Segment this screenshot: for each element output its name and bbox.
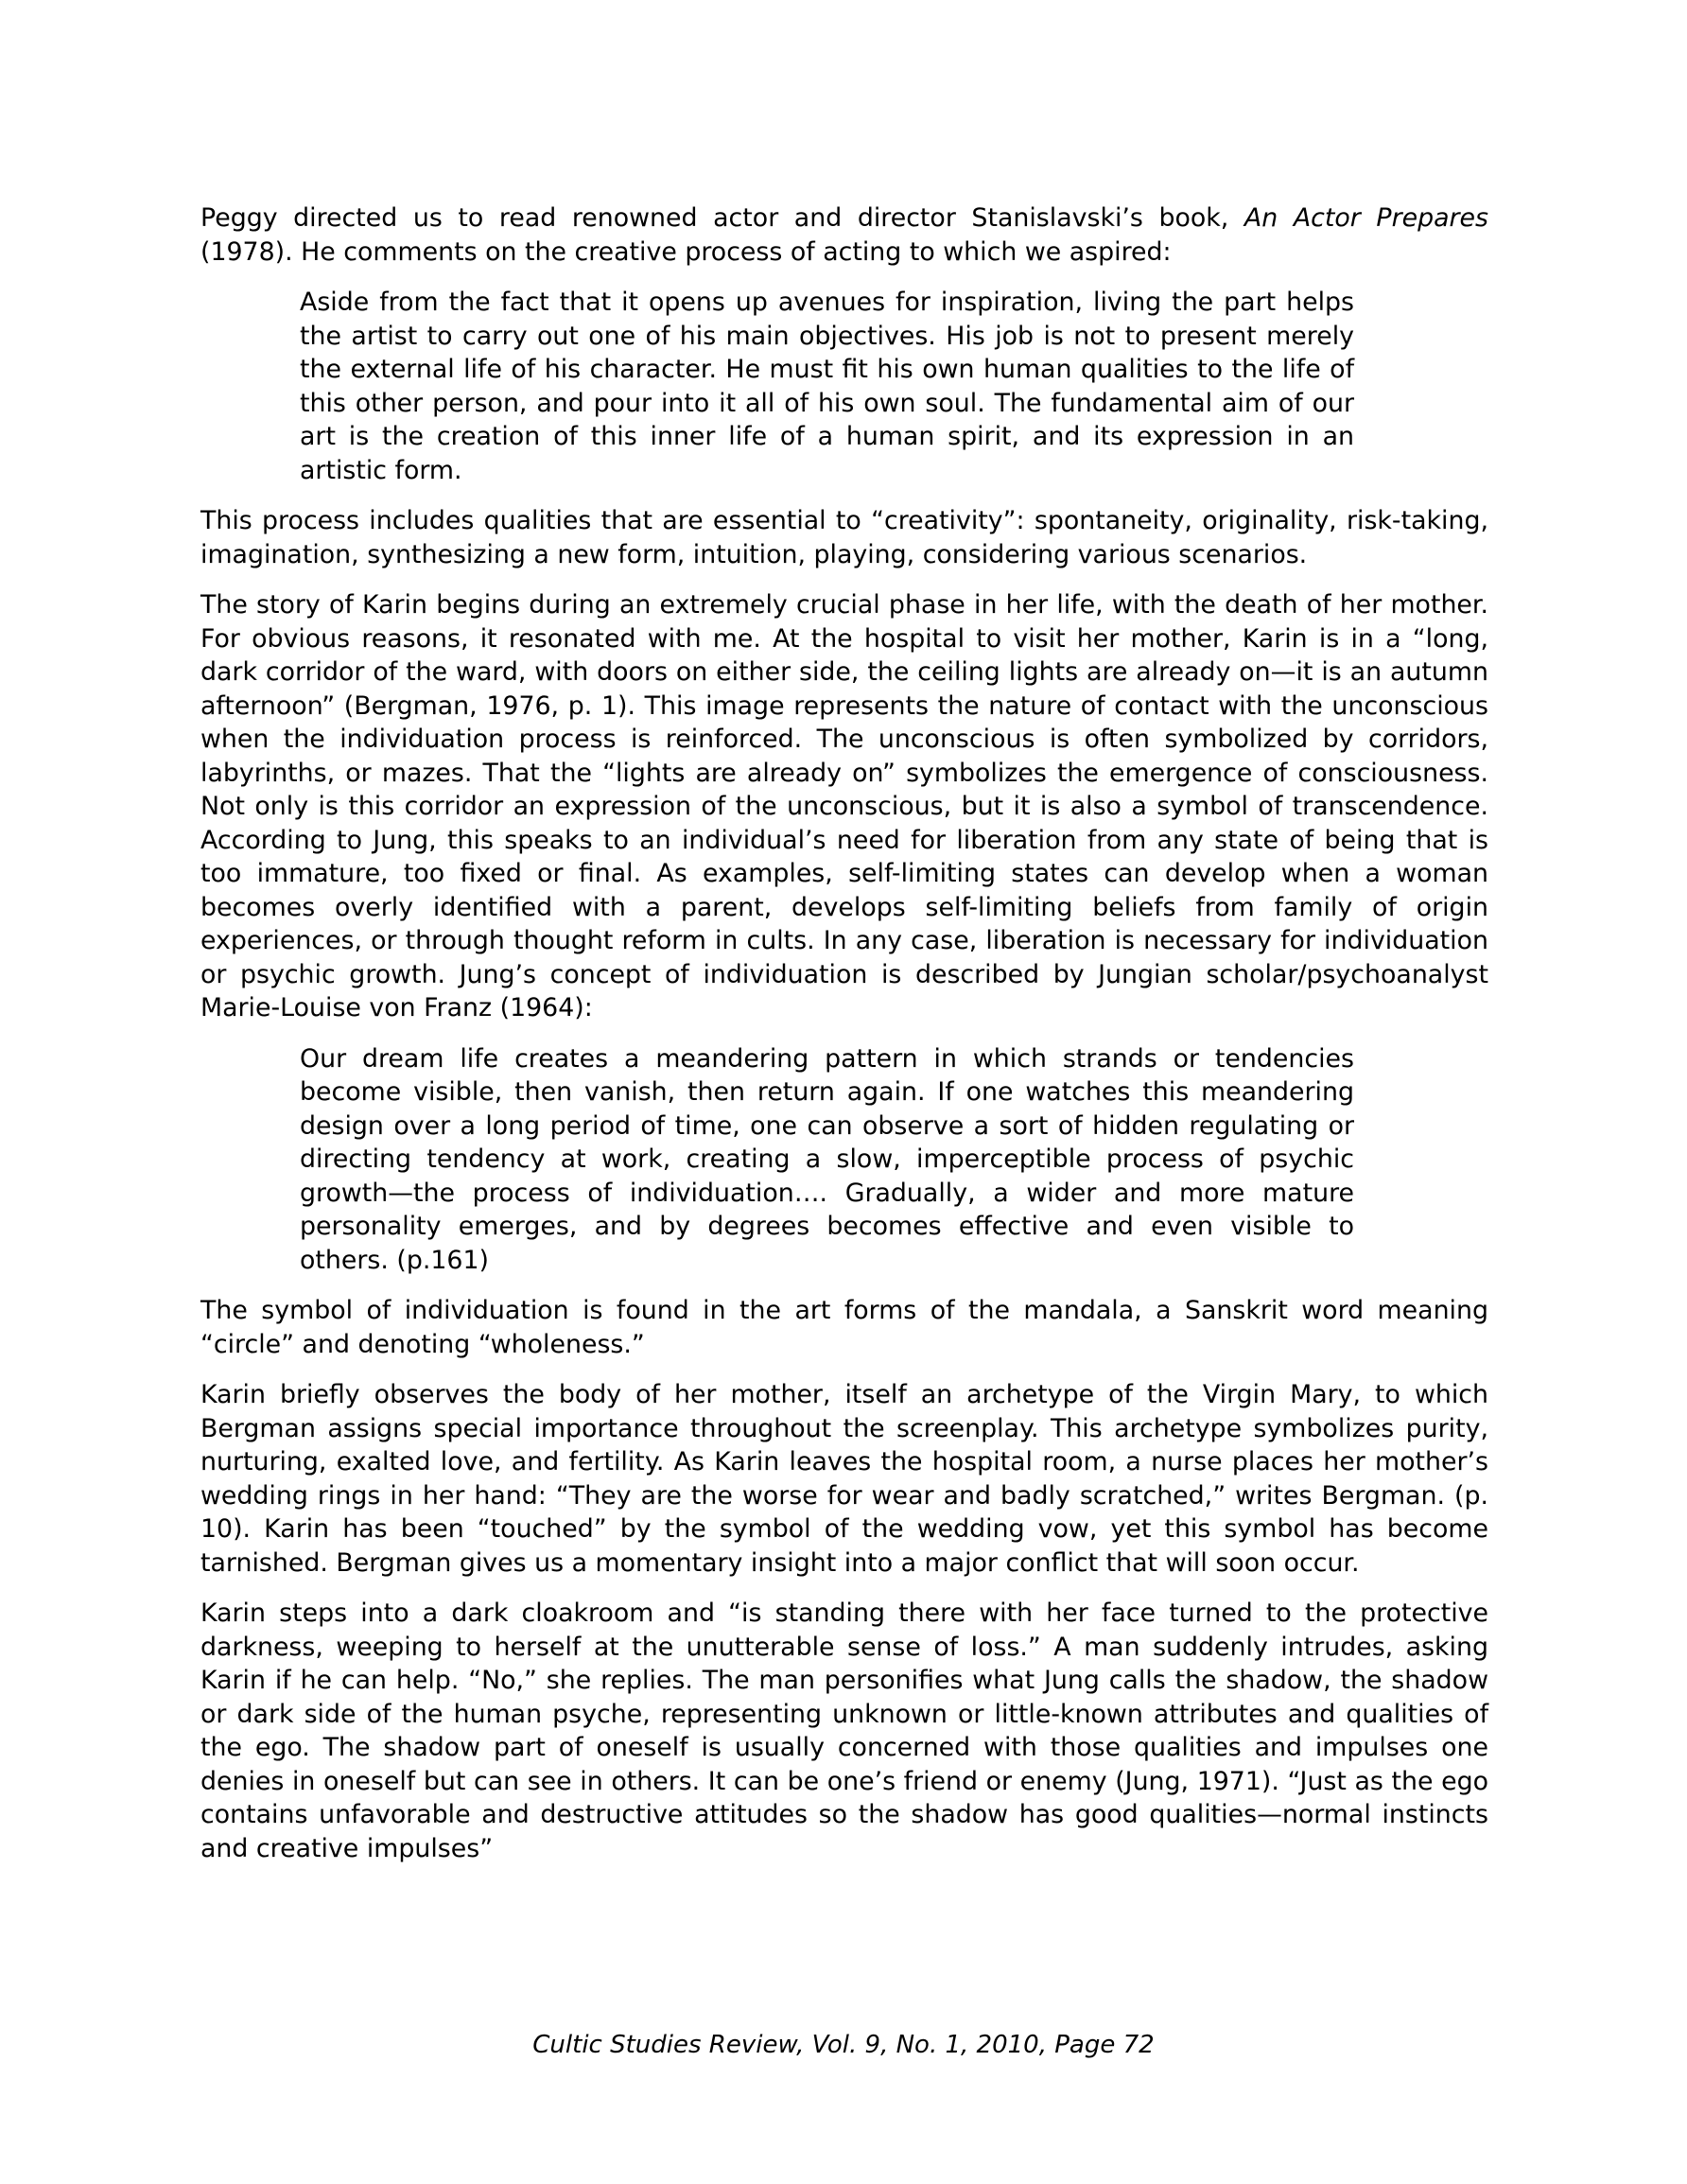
paragraph-karin-mother: Karin briefly observes the body of her mother, itself an archetype of the Virgin Mary, to which Bergman assigns special importance throughout the screenplay. This archetype symbolizes purity, nurturing, exalted love, and fertility. As Karin leaves the hospital room, a nurse places her mother’s wedding rings in her hand: “They are the worse for wear and badly scratched,” writes Bergman. (p. 10). Karin has been “touched” by the symbol of the wedding vow, yet this symbol has become tarnished. Bergman gives us a momentary insight into a major conflict that will soon occur. (200, 1380, 1488, 1578)
paragraph-creativity: This process includes qualities that are essential to “creativity”: spontaneity, originality, risk-taking, imagination, synthesizing a new form, intuition, playing, considering various scenarios. (200, 506, 1488, 569)
page-footer-citation: Cultic Studies Review, Vol. 9, No. 1, 2010, Page 72 (532, 2031, 1155, 2059)
paragraph-mandala: The symbol of individuation is found in the art forms of the mandala, a Sanskrit word meaning “circle” and denoting “wholeness.” (200, 1296, 1488, 1359)
blockquote-stanislavski: Aside from the fact that it opens up avenues for inspiration, living the part helps the artist to carry out one of his main objectives. His job is not to present merely the external life of his character. He must fit his own human qualities to the life of this other person, and pour into it all of his own soul. The fundamental aim of our art is the creation of this inner life of a human spirit, and its expression in an artistic form. (300, 288, 1354, 485)
document-body (200, 201, 1488, 1882)
book-title-italic: An Actor Prepares (1244, 203, 1488, 233)
paragraph-intro-post: (1978). He comments on the creative process of acting to which we aspired: (200, 236, 1172, 267)
paragraph-intro (200, 201, 1488, 269)
paragraph-intro-pre: Peggy directed us to read renowned actor and director Stanislavski’s book, (200, 203, 1244, 233)
paragraph-karin-story: The story of Karin begins during an extremely crucial phase in her life, with the death of her mother. For obvious reasons, it resonated with me. At the hospital to visit her mother, Karin is in a “long, dark corridor of the ward, with doors on either side, the ceiling lights are already on—it is an autumn afternoon” (Bergman, 1976, p. 1). This image represents the nature of contact with the unconscious when the individuation process is reinforced. The unconscious is often symbolized by corridors, labyrinths, or mazes. That the “lights are already on” symbolizes the emergence of consciousness. Not only is this corridor an expression of the unconscious, but it is also a symbol of transcendence. According to Jung, this speaks to an individual’s need for liberation from any state of being that is too immature, too fixed or final. As examples, self-limiting states can develop when a woman becomes overly identified with a parent, develops self-limiting beliefs from family of origin experiences, or through thought reform in cults. In any case, liberation is necessary for individuation or psychic growth. Jung’s concept of individuation is described by Jungian scholar/psychoanalyst Marie-Louise von Franz (1964): (200, 590, 1488, 1022)
blockquote-von-franz: Our dream life creates a meandering pattern in which strands or tendencies become visible, then vanish, then return again. If one watches this meandering design over a long period of time, one can observe a sort of hidden regulating or directing tendency at work, creating a slow, imperceptible process of psychic growth—the process of individuation…. Gradually, a wider and more mature personality emerges, and by degrees becomes effective and even visible to others. (p.161) (300, 1043, 1354, 1275)
paragraph-karin-cloakroom: Karin steps into a dark cloakroom and “is standing there with her face turned to the protective darkness, weeping to herself at the unutterable sense of loss.” A man suddenly intrudes, asking Karin if he can help. “No,” she replies. The man personifies what Jung calls the shadow, the shadow or dark side of the human psyche, representing unknown or little-known attributes and qualities of the ego. The shadow part of oneself is usually concerned with those qualities and impulses one denies in oneself but can see in others. It can be one’s friend or enemy (Jung, 1971). “Just as the ego contains unfavorable and destructive attitudes so the shadow has good qualities—normal instincts and creative impulses” (200, 1599, 1488, 1863)
